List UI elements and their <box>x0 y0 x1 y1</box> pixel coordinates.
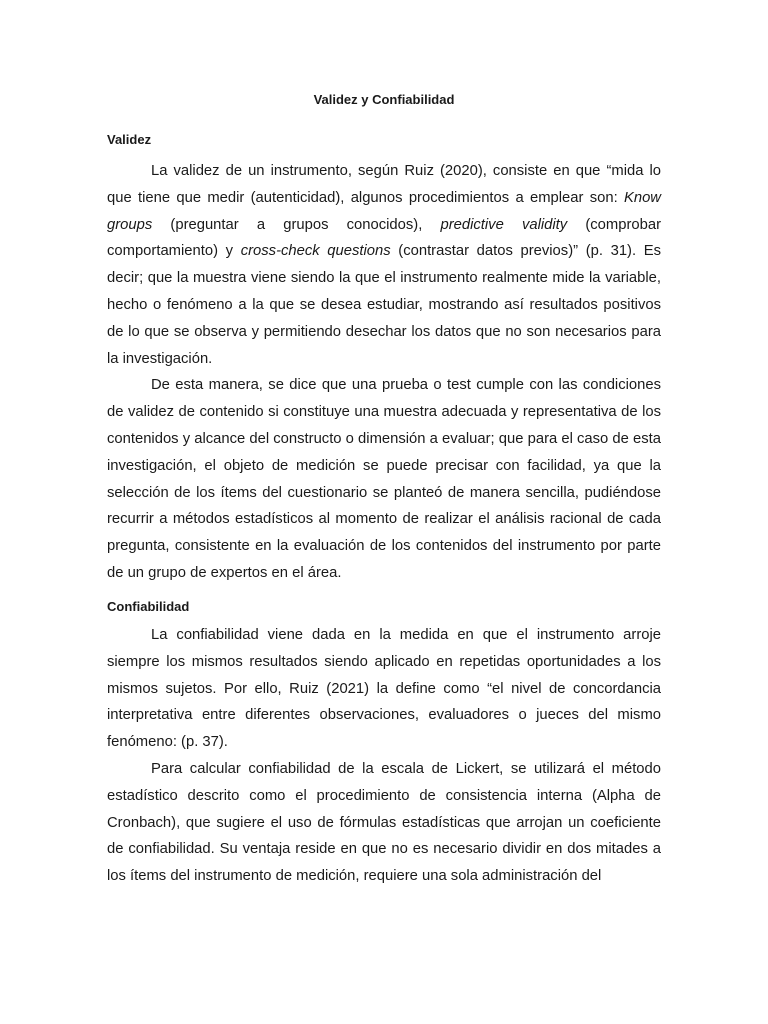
italic-term: predictive validity <box>440 216 568 233</box>
paragraph: La confiabilidad viene dada en la medida en que el instrumento arroje siempre los mismos resultados siendo aplicado en repetidas oportunidades a los mismos sujetos. Por ello, Ruiz (2021) la define como “el nivel de concordancia interpretativa entre diferentes observaciones, evaluadores o jueces del mismo fenómeno: (p. 37). <box>107 627 661 751</box>
text-run: (contrastar datos previos)” (p. 31). Es decir; que la muestra viene siendo la que el instrumento realmente mide la variable, hecho o fenómeno a la que se desea estudiar, mostrando así resultados positivos de lo que se observa y permitiendo desechar los datos que no son necesarios para la investigación. <box>107 243 662 367</box>
text-run: (preguntar a grupos conocidos), <box>152 216 441 233</box>
text-run: (comprobar comportamiento) y <box>107 216 662 260</box>
document-title: Validez y Confiabilidad <box>313 92 455 107</box>
italic-term: cross-check questions <box>240 243 391 260</box>
section-heading-confiabilidad: Confiabilidad <box>107 599 190 614</box>
section-body-validez <box>107 158 661 587</box>
section-body-confiabilidad <box>107 622 661 890</box>
paragraph <box>107 158 661 372</box>
section-heading-validez: Validez <box>107 132 152 147</box>
text-run: La validez de un instrumento, según Ruiz (2020), consiste en que “mida lo que tiene que medir (autenticidad), algunos procedimientos a emplear son: <box>107 163 661 206</box>
paragraph: Para calcular confiabilidad de la escala de Lickert, se utilizará el método estadístico descrito como el procedimiento de consistencia interna (Alpha de Cronbach), que sugiere el uso de fórmulas estadísticas que arrojan un coeficiente de confiabilidad. Su ventaja reside en que no es necesario dividir en dos mitades a los ítems del instrumento de medición, requiere una sola administración del <box>107 760 661 885</box>
paragraph: De esta manera, se dice que una prueba o test cumple con las condiciones de validez de contenido si constituye una muestra adecuada y representativa de los contenidos y alcance del constructo o dimensión a evaluar; que para el caso de esta investigación, el objeto de medición se puede precisar con facilidad, ya que la selección de los ítems del cuestionario se planteó de manera sencilla, pudiéndose recurrir a métodos estadísticos al momento de realizar el análisis racional de cada pregunta, consistente en la evaluación de los contenidos del instrumento por parte de un grupo de expertos en el área. <box>107 377 661 581</box>
italic-term: Know groups <box>107 189 661 233</box>
